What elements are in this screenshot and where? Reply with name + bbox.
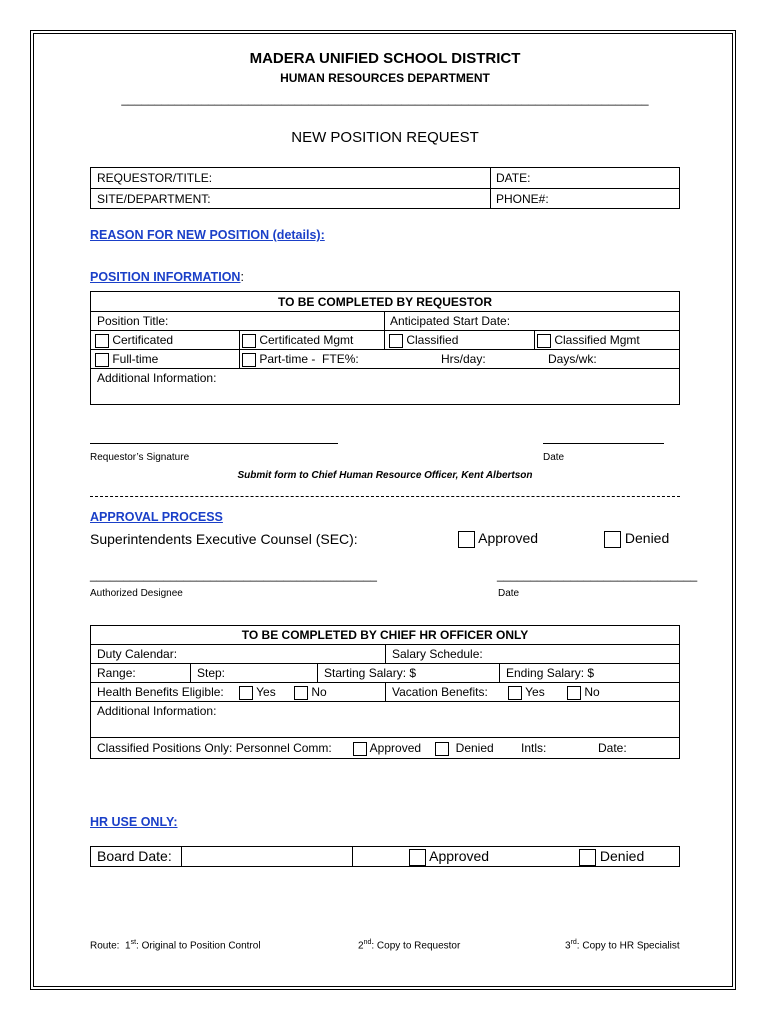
certificated-checkbox[interactable] bbox=[95, 334, 109, 348]
hr-table-title: TO BE COMPLETED BY CHIEF HR OFFICER ONLY bbox=[241, 628, 529, 642]
full-time-checkbox[interactable] bbox=[95, 353, 109, 367]
route-second-sup: nd bbox=[363, 939, 372, 946]
position-title-label: Position Title: bbox=[97, 314, 169, 328]
requestor-signature-label: Requestor’s Signature bbox=[90, 452, 190, 463]
route-third bbox=[565, 939, 680, 951]
classified-label: Classified bbox=[406, 333, 459, 347]
sec-approved-checkbox[interactable] bbox=[458, 531, 475, 548]
full-time-label: Full-time bbox=[112, 352, 159, 366]
duty-calendar-label: Duty Calendar: bbox=[97, 647, 178, 661]
designee-line: ___________________________________________ bbox=[90, 568, 377, 582]
part-time-label: Part-time - bbox=[259, 352, 316, 366]
hr-additional-info-label: Additional Information: bbox=[97, 704, 217, 718]
sec-label: Superintendents Executive Counsel (SEC): bbox=[90, 531, 358, 547]
route-second bbox=[358, 939, 460, 951]
certificated-mgmt-checkbox[interactable] bbox=[242, 334, 256, 348]
additional-info-label: Additional Information: bbox=[97, 371, 217, 385]
site-department-label: SITE/DEPARTMENT: bbox=[97, 192, 211, 206]
health-benefits-label: Health Benefits Eligible: bbox=[97, 685, 224, 699]
classified-mgmt-checkbox[interactable] bbox=[537, 334, 551, 348]
anticipated-start-label: Anticipated Start Date: bbox=[390, 314, 511, 328]
comm-denied-checkbox[interactable] bbox=[435, 742, 449, 756]
department-name: HUMAN RESOURCES DEPARTMENT bbox=[280, 71, 490, 85]
district-name: MADERA UNIFIED SCHOOL DISTRICT bbox=[249, 50, 521, 67]
range-label: Range: bbox=[97, 666, 136, 680]
route-second-text: : Copy to Requestor bbox=[371, 940, 461, 952]
position-type-row bbox=[91, 331, 679, 350]
health-no-label: No bbox=[311, 685, 327, 699]
certificated-label: Certificated bbox=[112, 333, 174, 347]
classified-date-label: Date: bbox=[598, 741, 627, 755]
position-table-title: TO BE COMPLETED BY REQUESTOR bbox=[277, 295, 493, 309]
vacation-no-label: No bbox=[584, 685, 600, 699]
hr-officer-table bbox=[90, 625, 680, 759]
route-label: Route: bbox=[90, 940, 120, 952]
route-first-num: 1 bbox=[125, 940, 131, 952]
requestor-signature-line bbox=[90, 443, 338, 444]
hr-denied-label: Denied bbox=[599, 848, 645, 864]
requestor-table bbox=[90, 167, 680, 209]
classified-only-label: Classified Positions Only: Personnel Comm: bbox=[97, 741, 332, 755]
vacation-no-checkbox[interactable] bbox=[567, 686, 581, 700]
route-third-num: 3 bbox=[565, 940, 571, 952]
intls-label: Intls: bbox=[521, 741, 547, 755]
designee-date-label: Date bbox=[498, 588, 520, 599]
starting-salary-label: Starting Salary: $ bbox=[324, 666, 417, 680]
requestor-title-label: REQUESTOR/TITLE: bbox=[97, 171, 213, 185]
route-third-sup: rd bbox=[570, 939, 577, 946]
duty-calendar-row bbox=[91, 645, 679, 664]
hr-approved-checkbox[interactable] bbox=[409, 849, 426, 866]
salary-schedule-label: Salary Schedule: bbox=[392, 647, 483, 661]
header-divider: _______________________________________________________________________________ bbox=[121, 92, 649, 106]
route-third-text: : Copy to HR Specialist bbox=[576, 940, 680, 952]
designee-date-line: ______________________________ bbox=[497, 568, 698, 582]
sec-denied-checkbox[interactable] bbox=[604, 531, 621, 548]
classified-only-row bbox=[91, 738, 679, 759]
vacation-yes-checkbox[interactable] bbox=[508, 686, 522, 700]
vacation-benefits-label: Vacation Benefits: bbox=[392, 685, 488, 699]
hrs-day-label: Hrs/day: bbox=[441, 352, 486, 366]
reason-heading: REASON FOR NEW POSITION (details): bbox=[90, 228, 325, 242]
position-info-colon: : bbox=[240, 270, 244, 284]
sec-approved-label: Approved bbox=[478, 530, 539, 546]
part-time-checkbox[interactable] bbox=[242, 353, 256, 367]
vacation-yes-label: Yes bbox=[525, 685, 545, 699]
employment-type-row bbox=[91, 350, 679, 369]
sec-denied-label: Denied bbox=[624, 530, 670, 546]
requestor-date-label: Date bbox=[543, 452, 565, 463]
position-info-heading: POSITION INFORMATION bbox=[90, 270, 241, 284]
benefits-row bbox=[91, 683, 679, 702]
requestor-row-1 bbox=[91, 168, 679, 189]
hr-additional-info-row bbox=[91, 702, 679, 738]
additional-info-row bbox=[91, 369, 679, 405]
fte-label: FTE%: bbox=[322, 352, 359, 366]
health-no-checkbox[interactable] bbox=[294, 686, 308, 700]
phone-label: PHONE#: bbox=[496, 192, 549, 206]
step-label: Step: bbox=[197, 666, 226, 680]
submit-note: Submit form to Chief Human Resource Officer, Kent Albertson bbox=[237, 470, 533, 481]
certificated-mgmt-label: Certificated Mgmt bbox=[259, 333, 354, 347]
route-first-text: : Original to Position Control bbox=[136, 940, 261, 952]
position-table-title-row bbox=[91, 292, 679, 312]
comm-approved-label: Approved bbox=[369, 741, 422, 755]
dashed-divider bbox=[90, 496, 680, 497]
position-table bbox=[90, 291, 680, 405]
classified-checkbox[interactable] bbox=[389, 334, 403, 348]
date-label: DATE: bbox=[496, 171, 531, 185]
route-first-sup: st bbox=[130, 939, 137, 946]
route-first bbox=[90, 939, 261, 951]
requestor-date-line bbox=[543, 443, 664, 444]
hr-use-table bbox=[90, 846, 680, 867]
authorized-designee-label: Authorized Designee bbox=[90, 588, 183, 599]
hr-denied-checkbox[interactable] bbox=[579, 849, 596, 866]
requestor-row-2 bbox=[91, 189, 679, 209]
range-row bbox=[91, 664, 679, 683]
comm-denied-label: Denied bbox=[455, 741, 494, 755]
route-second-num: 2 bbox=[358, 940, 364, 952]
classified-mgmt-label: Classified Mgmt bbox=[554, 333, 640, 347]
form-title: NEW POSITION REQUEST bbox=[291, 129, 479, 146]
days-wk-label: Days/wk: bbox=[548, 352, 597, 366]
board-date-label: Board Date: bbox=[97, 848, 172, 864]
position-title-row bbox=[91, 312, 679, 331]
position-info-heading-wrap bbox=[90, 270, 244, 284]
hr-use-heading: HR USE ONLY: bbox=[90, 815, 178, 829]
hr-approved-label: Approved bbox=[429, 848, 490, 864]
comm-approved-checkbox[interactable] bbox=[353, 742, 367, 756]
health-yes-label: Yes bbox=[256, 685, 276, 699]
approval-heading: APPROVAL PROCESS bbox=[90, 510, 223, 524]
hr-table-title-row bbox=[91, 626, 679, 645]
health-yes-checkbox[interactable] bbox=[239, 686, 253, 700]
ending-salary-label: Ending Salary: $ bbox=[506, 666, 595, 680]
